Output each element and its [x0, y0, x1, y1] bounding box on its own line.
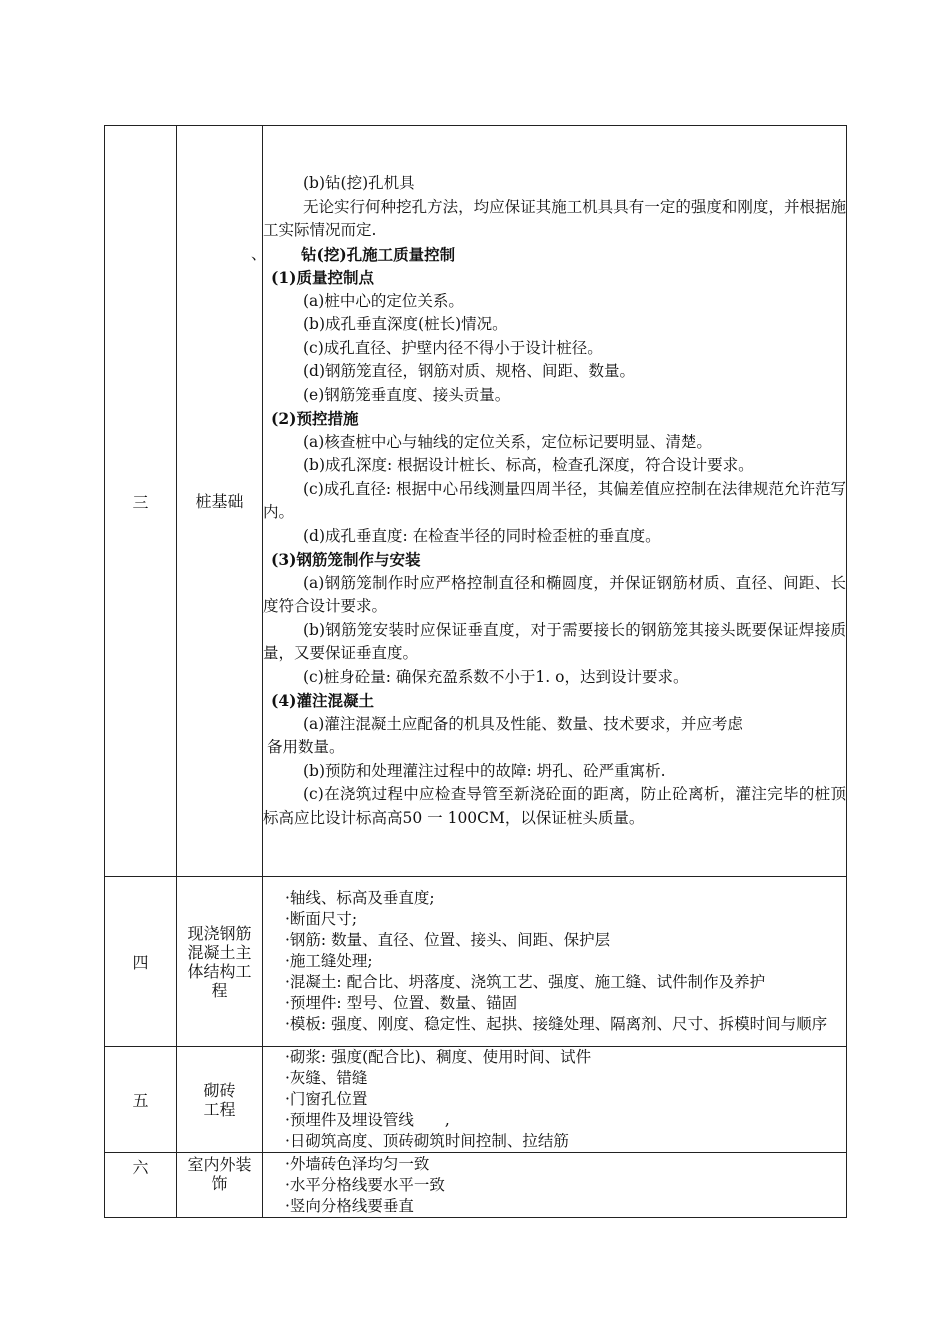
list-item: ·断面尺寸;	[285, 910, 358, 928]
list-item: (b)成孔深度: 根据设计桩长、标高，检查孔深度，符合设计要求。	[303, 456, 754, 474]
row-content	[263, 877, 847, 1047]
row-category: 砌砖工程	[177, 1047, 263, 1153]
list-item: (c)在浇筑过程中应检查导管至新浇砼面的距离，防止砼离析，灌注完毕的桩顶标高应比设计标高高50 一 100CM，以保证桩头质量。	[263, 785, 846, 827]
list-item: ·门窗孔位置	[285, 1090, 368, 1108]
paragraph: 无论实行何种挖孔方法，均应保证其施工机具具有一定的强度和刚度，并根据施工实际情况而定.	[263, 197, 846, 239]
list-item: ·预埋件: 型号、位置、数量、锚固	[285, 994, 518, 1012]
list-item: (c)桩身砼量: 确保充盈系数不小于1. o，达到设计要求。	[303, 667, 689, 686]
list-item: ·轴线、标高及垂直度;	[285, 889, 435, 907]
list-item: (a)核查桩中心与轴线的定位关系，定位标记要明显、清楚。	[303, 432, 712, 451]
list-item: (b)成孔垂直深度(桩长)情况。	[303, 315, 508, 333]
section-heading: (4)灌注混凝土	[271, 691, 374, 710]
row-content	[263, 1047, 847, 1153]
list-item: ·水平分格线要水平一致	[285, 1175, 445, 1194]
bullet-mark: 、	[251, 244, 267, 263]
row-number: 六	[105, 1153, 177, 1218]
list-item-continuation: 备用数量。	[267, 738, 345, 756]
section-heading: (3)钢筋笼制作与安装	[271, 550, 421, 569]
list-item: (e)钢筋笼垂直度、接头贡量。	[303, 385, 511, 404]
list-item: (b)钢筋笼安装时应保证垂直度，对于需要接长的钢筋笼其接头既要保证焊接质量，又要保证垂直度。	[263, 620, 846, 662]
list-item: ·预埋件及埋设管线 ,	[285, 1111, 450, 1129]
text-line: (b)钻(挖)孔机具	[303, 174, 415, 192]
row-category: 室内外装饰	[177, 1153, 263, 1218]
list-item: ·施工缝处理;	[285, 952, 373, 970]
list-item: ·砌浆: 强度(配合比)、稠度、使用时间、试件	[285, 1048, 592, 1066]
list-item: ·竖向分格线要垂直	[285, 1196, 414, 1215]
row-number: 四	[105, 877, 177, 1047]
row-category: 现浇钢筋混凝土主体结构工程	[177, 877, 263, 1047]
row-number: 五	[105, 1047, 177, 1153]
list-item: ·日砌筑高度、顶砖砌筑时间控制、拉结筋	[285, 1132, 569, 1150]
section-heading: (1)质量控制点	[271, 268, 374, 287]
section-heading: (2)预控措施	[271, 409, 359, 428]
list-item: ·混凝土: 配合比、坍落度、浇筑工艺、强度、施工缝、试件制作及养护	[285, 973, 766, 991]
table-row	[105, 1153, 847, 1218]
list-item: (a)桩中心的定位关系。	[303, 291, 464, 310]
quality-control-table	[104, 125, 847, 1218]
row-content	[251, 126, 847, 877]
list-item: (d)钢筋笼直径，钢筋对质、规格、间距、数量。	[303, 362, 636, 380]
list-item: (a)灌注混凝土应配备的机具及性能、数量、技术要求，并应考虑	[303, 714, 743, 733]
list-item: ·灰缝、错缝	[285, 1069, 368, 1087]
list-item: (b)预防和处理灌注过程中的故障: 坍孔、砼严重寓析.	[303, 761, 666, 780]
row-number: 三	[105, 126, 177, 877]
section-heading	[251, 243, 846, 267]
row-category: 桩基础	[177, 126, 263, 877]
row-content	[263, 1153, 847, 1218]
list-item: (c)成孔直径、护壁内径不得小于设计桩径。	[303, 338, 603, 357]
table-row	[105, 877, 847, 1047]
table-row	[105, 1047, 847, 1153]
table-row	[105, 126, 847, 877]
list-item: (d)成孔垂直度: 在检查半径的同时检歪桩的垂直度。	[303, 526, 661, 545]
list-item: ·模板: 强度、刚度、稳定性、起拱、接缝处理、隔离剂、尺寸、拆模时间与顺序	[285, 1015, 828, 1033]
list-item: (a)钢筋笼制作时应严格控制直径和椭圆度，并保证钢筋材质、直径、间距、长度符合设计要求。	[263, 573, 846, 615]
list-item: ·外墙砖色泽均匀一致	[285, 1154, 430, 1173]
list-item: ·钢筋: 数量、直径、位置、接头、间距、保护层	[285, 931, 611, 949]
heading-text: 钻(挖)孔施工质量控制	[301, 244, 456, 264]
list-item: (c)成孔直径: 根据中心吊线测量四周半径，其偏差值应控制在法律规范允许范写内。	[263, 479, 846, 521]
